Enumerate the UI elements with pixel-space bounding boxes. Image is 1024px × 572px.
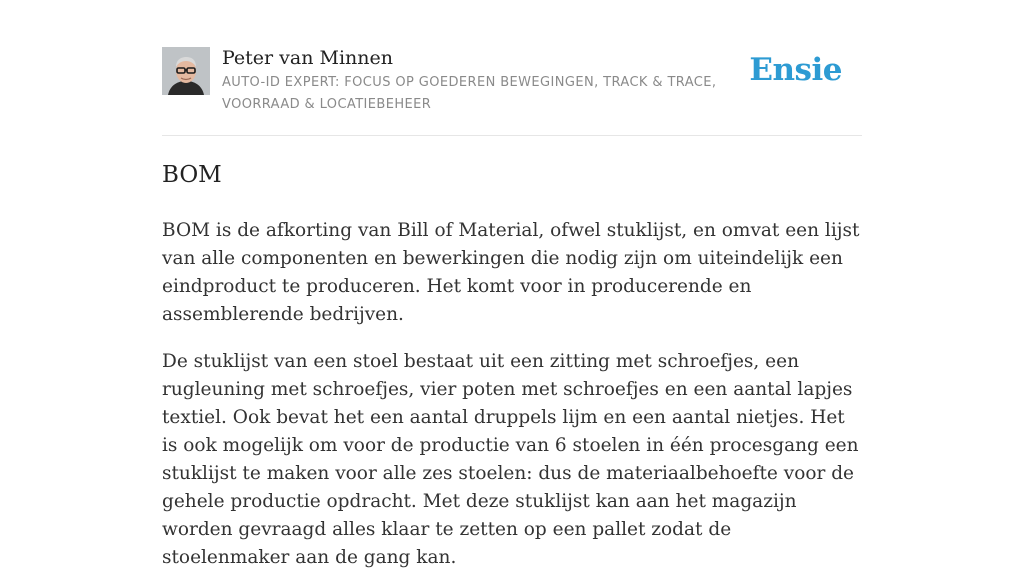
article-paragraph: BOM is de afkorting van Bill of Material, ofwel stuklijst, en omvat een lijst van alle componenten en bewerkingen die nodig zijn om uiteindelijk een eindproduct te produceren. Het komt voor in producerende en assemblerende bedrijven.: [162, 220, 860, 325]
author-header: [162, 0, 862, 136]
avatar[interactable]: [162, 47, 210, 95]
article-title: BOM: [162, 162, 222, 188]
author-name[interactable]: Peter van Minnen: [222, 47, 393, 69]
author-role: AUTO-ID EXPERT: FOCUS OP GOEDEREN BEWEGINGEN, TRACK & TRACE, VOORRAAD & LOCATIEBEHEER: [222, 75, 717, 112]
brand-logo[interactable]: Ensie: [749, 52, 842, 88]
article-paragraph: De stuklijst van een stoel bestaat uit een zitting met schroefjes, een rugleuning met schroefjes, vier poten met schroefjes en een aantal lapjes textiel. Ook bevat het een aantal druppels lijm en een aantal nietjes. Het is ook mogelijk om voor de productie van 6 stoelen in één procesgang een stuklijst te maken voor alle zes stoelen: dus de materiaalbehoefte voor de gehele productie opdracht. Met deze stuklijst kan aan het magazijn worden gevraagd alles klaar te zetten op een pallet zodat de stoelenmaker aan de gang kan.: [162, 351, 859, 568]
article-container: [162, 0, 862, 572]
person-portrait-icon: [162, 47, 210, 95]
